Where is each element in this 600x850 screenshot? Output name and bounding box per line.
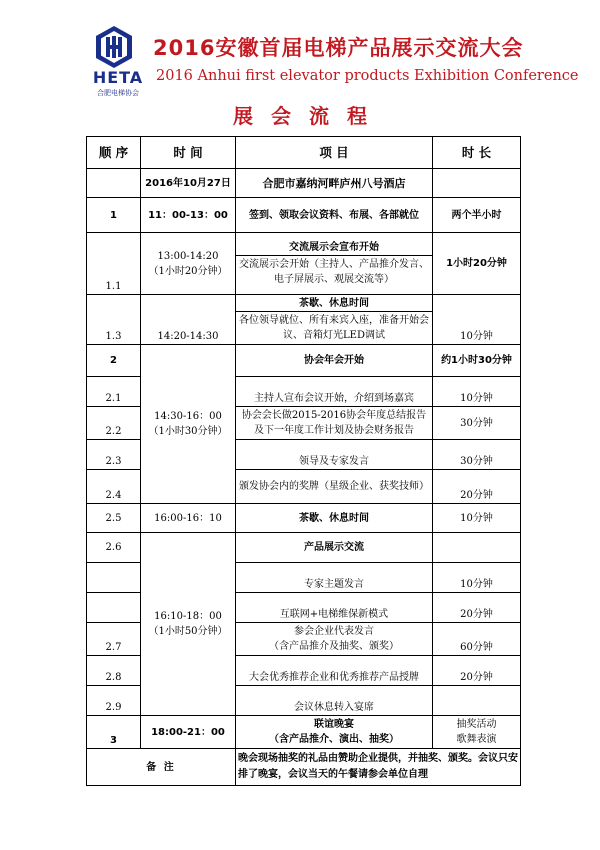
- item-cell: 参会企业代表发言 （含产品推介及抽奖、颁奖）: [236, 623, 433, 656]
- item-cell: 互联网+电梯维保新模式: [236, 593, 433, 623]
- seq-cell: 2.2: [87, 407, 141, 440]
- heta-logo: [88, 25, 148, 97]
- table-row: [87, 169, 521, 198]
- duration-cell: 60分钟: [433, 623, 521, 656]
- col-header-duration: 时 长: [433, 137, 521, 169]
- item-cell: 签到、领取会议资料、布展、各部就位: [236, 198, 433, 233]
- table-row: [87, 504, 521, 533]
- duration-cell: 1小时20分钟: [433, 233, 521, 295]
- title-english: 2016 Anhui first elevator products Exhibition Conference: [156, 68, 579, 84]
- seq-cell: 2.1: [87, 377, 141, 407]
- seq-cell: 2.6: [87, 533, 141, 563]
- time-cell: 11：00-13：00: [141, 198, 236, 233]
- table-row: [87, 716, 521, 749]
- table-row: [87, 295, 521, 345]
- date-cell: 2016年10月27日: [141, 169, 236, 198]
- item-cell: 大会优秀推荐企业和优秀推荐产品授牌: [236, 656, 433, 686]
- item-cell: 茶歇、休息时间: [236, 504, 433, 533]
- seq-cell: 2.5: [87, 504, 141, 533]
- item-cell: 产品展示交流: [236, 533, 433, 563]
- table-row: [87, 198, 521, 233]
- item-cell: 协会年会开始: [236, 345, 433, 377]
- item-cell: 交流展示会宣布开始 交流展示会开始（主持人、产品推介发言、电子屏展示、观展交流等）: [236, 233, 433, 295]
- remark-text: 晚会现场抽奖的礼品由赞助企业提供，并抽奖、颁奖。会议只安排了晚宴，会议当天的午餐请参会单位自理: [236, 749, 521, 786]
- duration-cell: 30分钟: [433, 407, 521, 440]
- table-row: [87, 345, 521, 377]
- duration-cell: 10分钟: [433, 377, 521, 407]
- remark-row: [87, 749, 521, 786]
- item-cell: 协会会长做2015-2016协会年度总结报告及下一年度工作计划及协会财务报告: [236, 407, 433, 440]
- venue-cell: 合肥市嘉纳河畔庐州八号酒店: [236, 169, 433, 198]
- seq-cell: 1.1: [87, 233, 141, 295]
- item-cell: 会议休息转入宴席: [236, 686, 433, 716]
- item-cell: 领导及专家发言: [236, 440, 433, 470]
- page-heading: 展会流程: [233, 104, 385, 128]
- seq-cell: 2.8: [87, 656, 141, 686]
- seq-cell: 3: [87, 716, 141, 749]
- schedule-table: [86, 136, 521, 786]
- duration-cell: 10分钟: [433, 295, 521, 345]
- col-header-item: 项 目: [236, 137, 433, 169]
- remark-label: 备 注: [87, 749, 236, 786]
- duration-cell: 抽奖活动 歌舞表演: [433, 716, 521, 749]
- item-cell: 联谊晚宴 （含产品推介、演出、抽奖）: [236, 716, 433, 749]
- seq-cell: 2.7: [87, 623, 141, 656]
- seq-cell: 1: [87, 198, 141, 233]
- heta-logo-icon: [94, 25, 134, 69]
- time-cell: 13:00-14:20 （1小时20分钟）: [141, 233, 236, 295]
- duration-cell: 20分钟: [433, 593, 521, 623]
- title-chinese: 2016安徽首届电梯产品展示交流大会: [153, 36, 524, 60]
- col-header-seq: 顺 序: [87, 137, 141, 169]
- item-cell: 颁发协会内的奖牌（星级企业、获奖技师）: [236, 470, 433, 504]
- time-cell: 16:10-18：00 （1小时50分钟）: [141, 533, 236, 716]
- seq-cell: 1.3: [87, 295, 141, 345]
- time-cell: 16:00-16：10: [141, 504, 236, 533]
- time-cell: 14:20-14:30: [141, 295, 236, 345]
- duration-cell: 10分钟: [433, 504, 521, 533]
- col-header-time: 时 间: [141, 137, 236, 169]
- time-cell: 18:00-21：00: [141, 716, 236, 749]
- table-row: [87, 533, 521, 563]
- duration-cell: 两个半小时: [433, 198, 521, 233]
- seq-cell: 2: [87, 345, 141, 377]
- seq-cell: 2.3: [87, 440, 141, 470]
- logo-text: HETA: [92, 68, 144, 87]
- seq-cell: 2.4: [87, 470, 141, 504]
- table-row: [87, 233, 521, 295]
- duration-cell: 20分钟: [433, 656, 521, 686]
- logo-subtext: 合肥电梯协会: [97, 89, 139, 97]
- duration-cell: 30分钟: [433, 440, 521, 470]
- item-cell: 主持人宣布会议开始，介绍到场嘉宾: [236, 377, 433, 407]
- duration-cell: 约1小时30分钟: [433, 345, 521, 377]
- seq-cell: 2.9: [87, 686, 141, 716]
- duration-cell: 10分钟: [433, 563, 521, 593]
- duration-cell: 20分钟: [433, 470, 521, 504]
- table-header-row: [87, 137, 521, 169]
- time-cell: 14:30-16：00 （1小时30分钟）: [141, 345, 236, 504]
- item-cell: 茶歇、休息时间 各位领导就位、所有来宾入座，准备开始会议、音箱灯光LED调试: [236, 295, 433, 345]
- item-cell: 专家主题发言: [236, 563, 433, 593]
